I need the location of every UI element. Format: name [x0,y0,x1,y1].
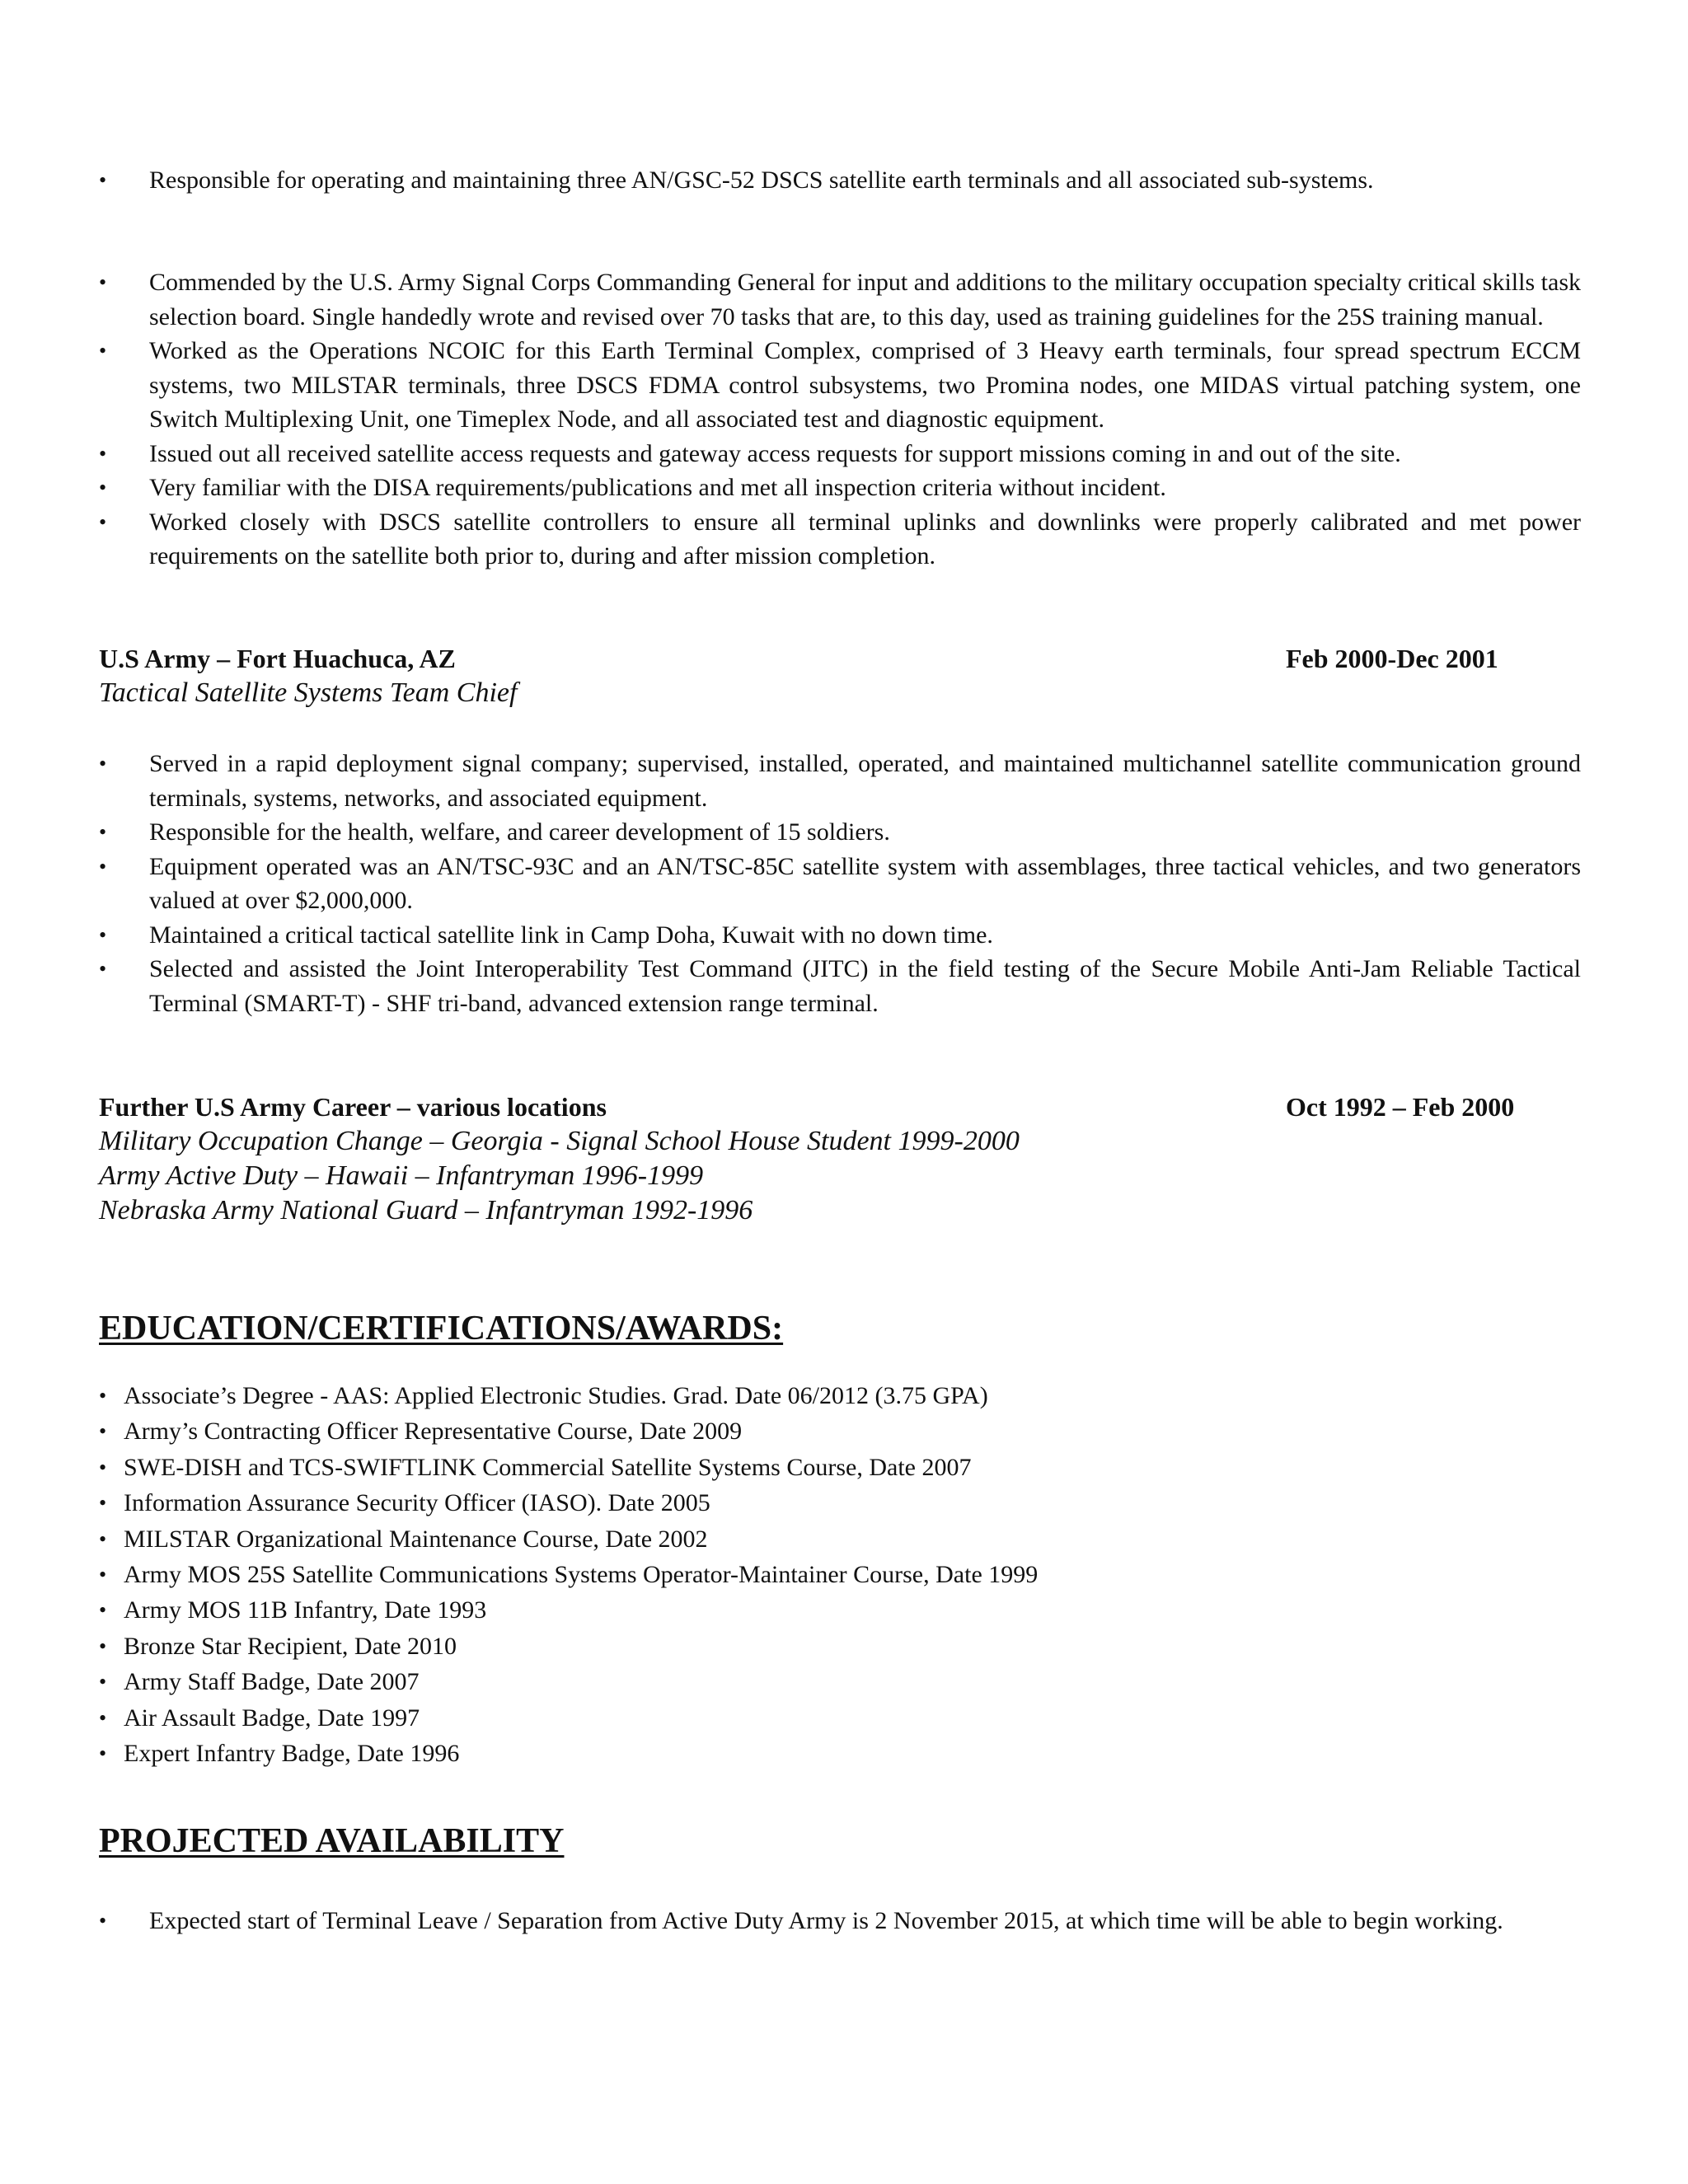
bullet-text: Equipment operated was an AN/TSC-93C and an AN/TSC-85C satellite system with assemblages, three tactical vehicles, and two generators valued at over $2,000,000. [149,852,1581,914]
bullet-icon: • [99,1633,107,1658]
list-item [99,1700,1335,1736]
list-item [99,952,1581,1020]
list-item [99,1904,1581,1938]
bullet-icon: • [99,854,107,879]
section-title-education: EDUCATION/CERTIFICATIONS/AWARDS: [99,1310,784,1347]
job-employer: U.S Army – Fort Huachuca, AZ [99,644,456,673]
job-role: Tactical Satellite Systems Team Chief [99,677,518,708]
education-item-text: MILSTAR Organizational Maintenance Course, Date 2002 [124,1525,708,1553]
bullet-icon: • [99,1598,107,1623]
job-dates: Oct 1992 – Feb 2000 [1286,1092,1515,1122]
job-heading-further [99,1090,1615,1124]
bullet-icon: • [99,922,107,947]
education-item-text: Army’s Contracting Officer Representative Course, Date 2009 [124,1418,743,1446]
bullet-icon: • [99,1455,107,1479]
list-item [99,163,1581,198]
bullet-text: Worked closely with DSCS satellite controllers to ensure all terminal uplinks and downlinks were properly calibrated and met power requirements on the satellite both prior to, during and after mission completion. [149,508,1581,569]
education-item-text: SWE-DISH and TCS-SWIFTLINK Commercial Satellite Systems Course, Date 2007 [124,1453,972,1481]
bullet-icon: • [99,752,107,776]
bullet-icon: • [99,957,107,981]
list-item [99,1592,1335,1628]
bullet-text: Commended by the U.S. Army Signal Corps Commanding General for input and additions to the military occupation specialty critical skills task selection board. Single handedly wrote and revised over 70 tasks that are, to this day, used as training guidelines for the 25S training manual. [149,269,1581,330]
bullet-icon: • [99,168,107,192]
job-role: Army Active Duty – Hawaii – Infantryman 1996-1999 [99,1160,704,1191]
bullet-icon: • [99,441,107,466]
list-item [99,437,1581,471]
list-item [99,850,1581,918]
bullet-icon: • [99,1563,107,1587]
list-item [99,334,1581,437]
bullet-icon: • [99,1741,107,1766]
list-item [99,505,1581,574]
bullet-text: Served in a rapid deployment signal company; supervised, installed, operated, and maintained multichannel satellite communication ground terminals, systems, networks, and associated equipment. [149,750,1581,812]
list-item [99,1413,1335,1449]
education-item-text: Army MOS 11B Infantry, Date 1993 [124,1596,487,1624]
bullet-text: Very familiar with the DISA requirements/publications and met all inspection criteria without incident. [149,474,1166,501]
bullet-icon: • [99,1526,107,1551]
education-item-text: Army Staff Badge, Date 2007 [124,1668,420,1696]
availability-bullet-list [99,1904,1581,1938]
education-item-text: Bronze Star Recipient, Date 2010 [124,1632,457,1660]
bullet-text: Responsible for operating and maintaining three AN/GSC-52 DSCS satellite earth terminals and all associated sub-systems. [149,166,1374,194]
job-dates: Feb 2000-Dec 2001 [1286,644,1498,673]
education-list [99,1378,1335,1771]
bullet-icon: • [99,1384,107,1408]
list-item [99,747,1581,815]
job-role: Military Occupation Change – Georgia - Signal School House Student 1999-2000 [99,1126,1020,1156]
bullet-text: Selected and assisted the Joint Interoperability Test Command (JITC) in the field testing of the Secure Mobile Anti-Jam Reliable Tactical Terminal (SMART-T) - SHF tri-band, advanced extension range terminal. [149,955,1581,1017]
job-heading-huachuca [99,641,1615,676]
bullet-icon: • [99,270,107,294]
operations-bullet-list [99,265,1581,574]
list-item [99,471,1581,505]
list-item [99,1450,1335,1485]
bullet-icon: • [99,339,107,363]
job-employer: Further U.S Army Career – various locations [99,1092,607,1122]
bullet-text: Responsible for the health, welfare, and career development of 15 soldiers. [149,818,890,846]
bullet-icon: • [99,1670,107,1694]
list-item [99,1629,1335,1664]
list-item [99,1736,1335,1771]
education-item-text: Information Assurance Security Officer (IASO). Date 2005 [124,1489,710,1517]
list-item [99,1485,1335,1521]
bullet-icon: • [99,1909,107,1933]
bullet-text: Worked as the Operations NCOIC for this Earth Terminal Complex, comprised of 3 Heavy earth terminals, four spread spectrum ECCM systems, two MILSTAR terminals, three DSCS FDMA control subsystems, two Promina nodes, one MIDAS virtual patching system, one Switch Multiplexing Unit, one Timeplex Node, and all associated test and diagnostic equipment. [149,337,1581,433]
list-item [99,1557,1335,1592]
bullet-icon: • [99,820,107,844]
education-item-text: Expert Infantry Badge, Date 1996 [124,1740,460,1768]
bullet-icon: • [99,1705,107,1730]
huachuca-bullet-list [99,747,1581,1020]
bullet-icon: • [99,1419,107,1444]
education-item-text: Army MOS 25S Satellite Communications Systems Operator-Maintainer Course, Date 1999 [124,1561,1039,1589]
bullet-icon: • [99,1491,107,1516]
education-item-text: Associate’s Degree - AAS: Applied Electronic Studies. Grad. Date 06/2012 (3.75 GPA) [124,1382,988,1409]
list-item [99,1378,1335,1413]
top-bullet-list [99,163,1581,198]
bullet-text: Issued out all received satellite access requests and gateway access requests for support missions coming in and out of the site. [149,439,1401,467]
section-title-availability: PROJECTED AVAILABILITY [99,1822,565,1860]
list-item [99,265,1581,334]
list-item [99,815,1581,850]
list-item [99,1664,1335,1699]
bullet-text: Maintained a critical tactical satellite link in Camp Doha, Kuwait with no down time. [149,921,993,949]
bullet-icon: • [99,476,107,499]
bullet-text: Expected start of Terminal Leave / Separation from Active Duty Army is 2 November 2015, at which time will be able to begin working. [149,1907,1503,1934]
list-item [99,1521,1335,1557]
list-item [99,918,1581,953]
bullet-icon: • [99,509,107,534]
education-item-text: Air Assault Badge, Date 1997 [124,1704,420,1732]
job-role: Nebraska Army National Guard – Infantryman 1992-1996 [99,1195,753,1226]
